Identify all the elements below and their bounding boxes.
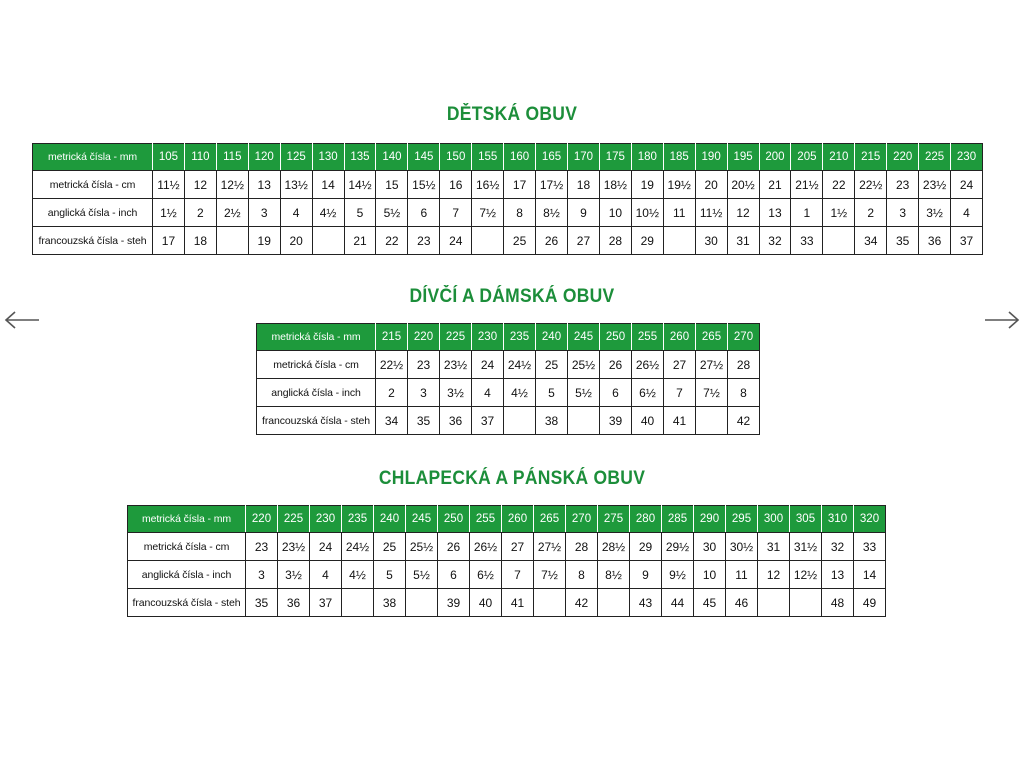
table-row [257, 351, 760, 379]
size-cell: 10 [694, 561, 726, 589]
size-cell: 245 [406, 506, 438, 533]
size-cell: 11½ [153, 171, 185, 199]
size-cell: 20 [280, 227, 312, 255]
size-cell: 12½ [790, 561, 822, 589]
size-cell [568, 407, 600, 435]
row-label: anglická čísla - inch [257, 379, 376, 407]
size-cell: 305 [790, 506, 822, 533]
size-cell: 38 [536, 407, 568, 435]
size-cell: 23 [246, 533, 278, 561]
size-cell: 22 [823, 171, 855, 199]
size-cell: 5½ [568, 379, 600, 407]
size-cell: 260 [502, 506, 534, 533]
size-cell: 40 [470, 589, 502, 617]
size-cell: 310 [822, 506, 854, 533]
size-cell: 250 [438, 506, 470, 533]
size-cell: 24½ [342, 533, 374, 561]
size-cell: 19½ [663, 171, 695, 199]
size-cell: 43 [630, 589, 662, 617]
size-cell: 255 [632, 324, 664, 351]
row-label: francouzská čísla - steh [257, 407, 376, 435]
size-cell: 230 [310, 506, 342, 533]
size-cell: 41 [664, 407, 696, 435]
size-cell: 18½ [599, 171, 631, 199]
size-cell: 32 [822, 533, 854, 561]
row-label: metrická čísla - mm [257, 324, 376, 351]
size-cell: 19 [631, 171, 663, 199]
size-cell: 220 [887, 144, 919, 171]
size-cell: 235 [342, 506, 374, 533]
size-cell: 36 [278, 589, 310, 617]
size-cell: 41 [502, 589, 534, 617]
table-row [128, 561, 886, 589]
size-cell: 24 [951, 171, 983, 199]
size-cell: 35 [408, 407, 440, 435]
size-cell: 3 [408, 379, 440, 407]
size-cell: 30 [695, 227, 727, 255]
size-cell: 38 [374, 589, 406, 617]
size-cell: 12 [758, 561, 790, 589]
size-cell: 31 [727, 227, 759, 255]
previous-image-button[interactable] [2, 303, 42, 337]
size-cell: 7 [440, 199, 472, 227]
size-cell: 17 [153, 227, 185, 255]
size-cell: 14 [854, 561, 886, 589]
size-cell [216, 227, 248, 255]
size-cell: 225 [919, 144, 951, 171]
size-cell: 25 [374, 533, 406, 561]
size-cell: 29 [630, 533, 662, 561]
size-cell: 22½ [855, 171, 887, 199]
size-cell: 18 [567, 171, 599, 199]
size-cell: 13 [759, 199, 791, 227]
size-cell: 25½ [568, 351, 600, 379]
size-cell: 255 [470, 506, 502, 533]
size-cell [696, 407, 728, 435]
size-cell: 7½ [696, 379, 728, 407]
size-cell: 23 [408, 351, 440, 379]
size-cell: 145 [408, 144, 440, 171]
row-label: metrická čísla - cm [33, 171, 153, 199]
size-cell: 9 [630, 561, 662, 589]
size-cell: 31½ [790, 533, 822, 561]
size-cell: 5½ [376, 199, 408, 227]
size-cell: 29½ [662, 533, 694, 561]
table-row [33, 227, 983, 255]
size-cell [598, 589, 630, 617]
table-row [257, 379, 760, 407]
size-cell: 28½ [598, 533, 630, 561]
size-cell: 150 [440, 144, 472, 171]
size-table-boys-mens [127, 505, 886, 617]
size-cell: 250 [600, 324, 632, 351]
size-cell: 4 [280, 199, 312, 227]
size-cell: 260 [664, 324, 696, 351]
size-cell: 26 [438, 533, 470, 561]
size-cell: 265 [696, 324, 728, 351]
table-header-row [128, 506, 886, 533]
size-cell: 4½ [312, 199, 344, 227]
table-header-row [257, 324, 760, 351]
size-cell: 220 [246, 506, 278, 533]
size-cell: 27 [567, 227, 599, 255]
row-label: anglická čísla - inch [33, 199, 153, 227]
size-cell: 11½ [695, 199, 727, 227]
size-cell: 33 [791, 227, 823, 255]
size-cell: 28 [599, 227, 631, 255]
row-label: francouzská čísla - steh [128, 589, 246, 617]
size-cell: 5½ [406, 561, 438, 589]
size-cell: 275 [598, 506, 630, 533]
size-cell: 180 [631, 144, 663, 171]
size-cell: 205 [791, 144, 823, 171]
size-cell: 5 [344, 199, 376, 227]
size-cell: 270 [728, 324, 760, 351]
size-cell: 42 [728, 407, 760, 435]
size-cell: 26½ [632, 351, 664, 379]
table-row [257, 407, 760, 435]
size-cell: 46 [726, 589, 758, 617]
size-cell: 27 [664, 351, 696, 379]
size-cell: 28 [728, 351, 760, 379]
size-cell: 15 [376, 171, 408, 199]
size-cell [504, 407, 536, 435]
size-cell [406, 589, 438, 617]
size-table-childrens [32, 143, 983, 255]
size-cell: 8 [566, 561, 598, 589]
size-cell: 11 [663, 199, 695, 227]
size-cell: 265 [534, 506, 566, 533]
size-cell [312, 227, 344, 255]
arrow-left-icon [3, 310, 41, 330]
size-cell: 270 [566, 506, 598, 533]
size-cell: 235 [504, 324, 536, 351]
row-label: francouzská čísla - steh [33, 227, 153, 255]
size-cell: 49 [854, 589, 886, 617]
table-header-row [33, 144, 983, 171]
size-cell: 125 [280, 144, 312, 171]
size-cell: 215 [855, 144, 887, 171]
row-label: anglická čísla - inch [128, 561, 246, 589]
table-row [128, 589, 886, 617]
size-cell: 215 [376, 324, 408, 351]
row-label: metrická čísla - cm [128, 533, 246, 561]
size-cell: 230 [472, 324, 504, 351]
size-cell: 14½ [344, 171, 376, 199]
size-cell: 12 [184, 171, 216, 199]
size-cell: 12½ [216, 171, 248, 199]
size-cell: 195 [727, 144, 759, 171]
size-cell: 21 [344, 227, 376, 255]
size-cell: 245 [568, 324, 600, 351]
size-cell: 170 [567, 144, 599, 171]
size-cell: 36 [919, 227, 951, 255]
section-title-childrens-shoes: DĚTSKÁ OBUV [446, 104, 578, 125]
size-cell: 1½ [153, 199, 185, 227]
size-cell: 135 [344, 144, 376, 171]
row-label: metrická čísla - mm [33, 144, 153, 171]
size-cell: 190 [695, 144, 727, 171]
size-cell: 6 [408, 199, 440, 227]
row-label: metrická čísla - mm [128, 506, 246, 533]
size-cell: 12 [727, 199, 759, 227]
size-cell: 25 [536, 351, 568, 379]
size-cell: 37 [951, 227, 983, 255]
size-cell: 29 [631, 227, 663, 255]
size-cell: 30 [694, 533, 726, 561]
size-cell: 30½ [726, 533, 758, 561]
size-cell: 33 [854, 533, 886, 561]
arrow-right-icon [983, 310, 1021, 330]
section-title-girls-womens-shoes: DÍVČÍ A DÁMSKÁ OBUV [409, 286, 615, 307]
size-cell: 6½ [632, 379, 664, 407]
size-cell: 7 [664, 379, 696, 407]
size-cell: 165 [536, 144, 568, 171]
size-cell: 7½ [534, 561, 566, 589]
size-cell: 8½ [598, 561, 630, 589]
size-cell: 110 [184, 144, 216, 171]
size-cell: 220 [408, 324, 440, 351]
size-cell: 37 [310, 589, 342, 617]
next-image-button[interactable] [982, 303, 1022, 337]
size-cell: 285 [662, 506, 694, 533]
size-cell: 295 [726, 506, 758, 533]
size-cell: 17 [504, 171, 536, 199]
size-cell: 20½ [727, 171, 759, 199]
size-cell: 22½ [376, 351, 408, 379]
size-cell: 14 [312, 171, 344, 199]
size-cell: 225 [278, 506, 310, 533]
size-cell: 5 [374, 561, 406, 589]
size-cell: 13 [822, 561, 854, 589]
size-cell: 7½ [472, 199, 504, 227]
size-cell [534, 589, 566, 617]
size-cell: 27½ [696, 351, 728, 379]
size-cell: 2 [376, 379, 408, 407]
size-cell: 160 [504, 144, 536, 171]
size-cell: 200 [759, 144, 791, 171]
size-cell: 3 [248, 199, 280, 227]
size-cell: 23 [408, 227, 440, 255]
size-cell: 16 [440, 171, 472, 199]
size-cell: 31 [758, 533, 790, 561]
size-cell: 11 [726, 561, 758, 589]
size-cell [823, 227, 855, 255]
size-cell: 4 [310, 561, 342, 589]
size-cell: 8 [504, 199, 536, 227]
size-cell: 8½ [536, 199, 568, 227]
size-cell: 2½ [216, 199, 248, 227]
size-cell: 25½ [406, 533, 438, 561]
size-cell: 8 [728, 379, 760, 407]
size-cell: 240 [536, 324, 568, 351]
size-cell [472, 227, 504, 255]
size-cell: 13 [248, 171, 280, 199]
size-cell: 120 [248, 144, 280, 171]
size-cell: 23½ [440, 351, 472, 379]
size-cell: 23 [887, 171, 919, 199]
size-cell: 3½ [919, 199, 951, 227]
size-cell: 48 [822, 589, 854, 617]
size-cell: 39 [600, 407, 632, 435]
size-cell: 36 [440, 407, 472, 435]
size-cell: 32 [759, 227, 791, 255]
size-cell [758, 589, 790, 617]
size-cell: 2 [855, 199, 887, 227]
size-cell: 25 [504, 227, 536, 255]
size-cell: 27 [502, 533, 534, 561]
size-cell: 21½ [791, 171, 823, 199]
size-cell: 13½ [280, 171, 312, 199]
size-cell [663, 227, 695, 255]
size-cell [790, 589, 822, 617]
size-cell: 155 [472, 144, 504, 171]
size-cell: 3½ [278, 561, 310, 589]
size-cell: 5 [536, 379, 568, 407]
size-cell: 4 [951, 199, 983, 227]
size-cell: 1 [791, 199, 823, 227]
size-cell: 40 [632, 407, 664, 435]
size-cell: 24 [310, 533, 342, 561]
size-cell: 9½ [662, 561, 694, 589]
size-cell: 26 [600, 351, 632, 379]
size-cell: 3 [887, 199, 919, 227]
size-cell: 34 [376, 407, 408, 435]
size-cell: 17½ [536, 171, 568, 199]
size-cell: 15½ [408, 171, 440, 199]
size-cell: 240 [374, 506, 406, 533]
size-cell: 24 [472, 351, 504, 379]
size-cell: 175 [599, 144, 631, 171]
size-cell: 105 [153, 144, 185, 171]
size-cell: 10 [599, 199, 631, 227]
size-cell: 290 [694, 506, 726, 533]
size-cell: 23½ [278, 533, 310, 561]
size-cell: 4½ [504, 379, 536, 407]
size-cell: 24½ [504, 351, 536, 379]
size-cell: 23½ [919, 171, 951, 199]
size-cell: 280 [630, 506, 662, 533]
section-title-boys-mens-shoes: CHLAPECKÁ A PÁNSKÁ OBUV [378, 468, 646, 489]
size-cell: 24 [440, 227, 472, 255]
size-cell: 22 [376, 227, 408, 255]
size-cell: 210 [823, 144, 855, 171]
size-cell: 34 [855, 227, 887, 255]
table-row [128, 533, 886, 561]
size-cell: 1½ [823, 199, 855, 227]
size-cell: 28 [566, 533, 598, 561]
size-cell: 35 [246, 589, 278, 617]
size-cell: 320 [854, 506, 886, 533]
size-cell: 7 [502, 561, 534, 589]
size-cell: 44 [662, 589, 694, 617]
table-row [33, 199, 983, 227]
size-cell: 10½ [631, 199, 663, 227]
table-row [33, 171, 983, 199]
size-cell: 300 [758, 506, 790, 533]
size-cell: 230 [951, 144, 983, 171]
size-cell: 42 [566, 589, 598, 617]
size-cell: 21 [759, 171, 791, 199]
size-cell: 225 [440, 324, 472, 351]
size-cell: 6 [600, 379, 632, 407]
size-cell [342, 589, 374, 617]
size-cell: 6 [438, 561, 470, 589]
size-cell: 20 [695, 171, 727, 199]
size-cell: 6½ [470, 561, 502, 589]
size-table-girls-womens [256, 323, 760, 435]
size-cell: 130 [312, 144, 344, 171]
size-cell: 185 [663, 144, 695, 171]
size-cell: 35 [887, 227, 919, 255]
size-cell: 9 [567, 199, 599, 227]
size-cell: 140 [376, 144, 408, 171]
size-cell: 16½ [472, 171, 504, 199]
size-cell: 27½ [534, 533, 566, 561]
row-label: metrická čísla - cm [257, 351, 376, 379]
size-cell: 39 [438, 589, 470, 617]
size-cell: 18 [184, 227, 216, 255]
size-cell: 19 [248, 227, 280, 255]
size-cell: 3 [246, 561, 278, 589]
size-cell: 37 [472, 407, 504, 435]
size-cell: 26½ [470, 533, 502, 561]
size-cell: 26 [536, 227, 568, 255]
size-cell: 3½ [440, 379, 472, 407]
size-cell: 4½ [342, 561, 374, 589]
size-cell: 115 [216, 144, 248, 171]
size-cell: 2 [184, 199, 216, 227]
size-cell: 4 [472, 379, 504, 407]
size-cell: 45 [694, 589, 726, 617]
